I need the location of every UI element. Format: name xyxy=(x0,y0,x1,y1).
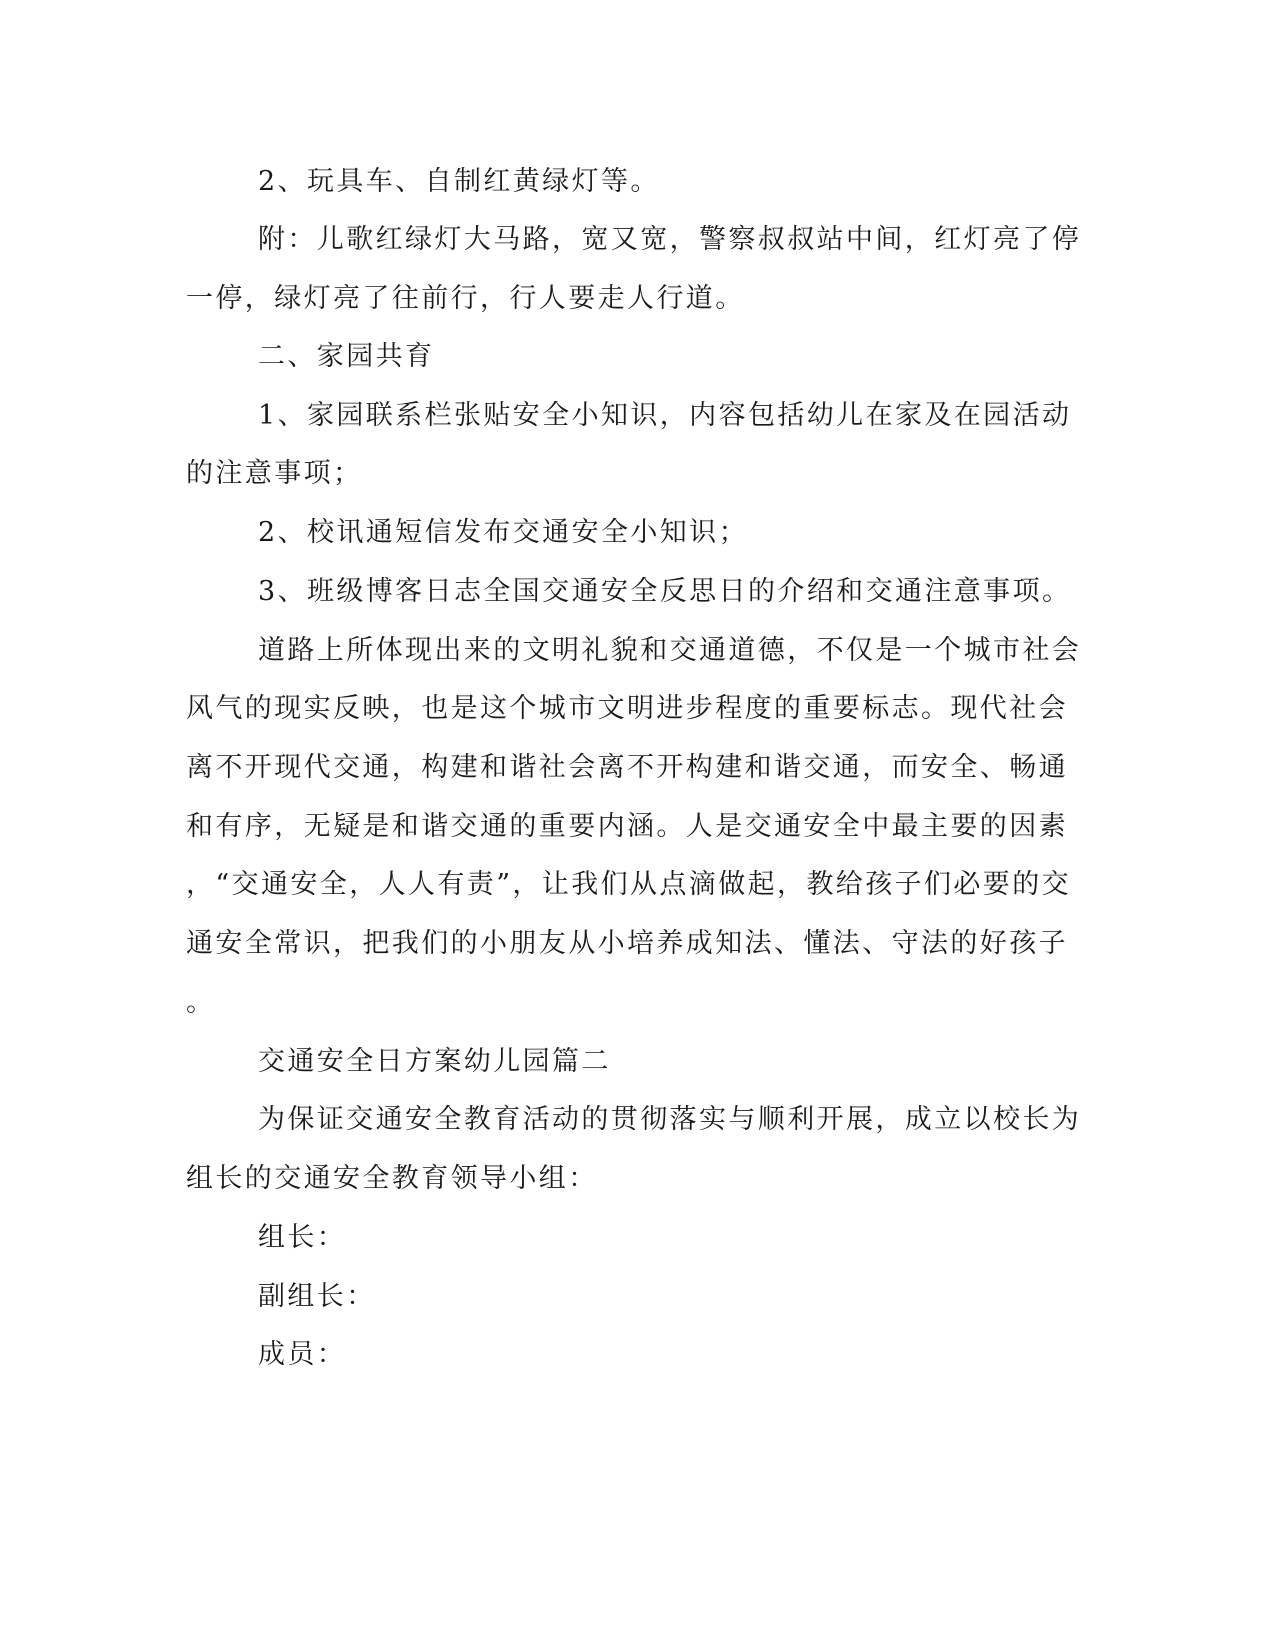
text-line: 附：儿歌红绿灯大马路，宽又宽，警察叔叔站中间，红灯亮了停 xyxy=(258,224,1082,255)
text-line: 通安全常识，把我们的小朋友从小培养成知法、懂法、守法的好孩子 xyxy=(186,928,1068,959)
text-line: 成员： xyxy=(258,1339,347,1370)
text-line: 2、玩具车、自制红黄绿灯等。 xyxy=(258,166,660,197)
text-line: 一停，绿灯亮了往前行，行人要走人行道。 xyxy=(186,283,745,314)
text-line: 离不开现代交通，构建和谐社会离不开构建和谐交通，而安全、畅通 xyxy=(186,752,1068,783)
text-line: ，“交通安全，人人有责”，让我们从点滴做起，教给孩子们必要的交 xyxy=(186,869,1072,900)
text-line: 1、家园联系栏张贴安全小知识，内容包括幼儿在家及在园活动 xyxy=(258,400,1072,431)
section-title: 交通安全日方案幼儿园篇二 xyxy=(258,1046,611,1077)
text-line: 组长： xyxy=(258,1222,347,1253)
text-line: 道路上所体现出来的文明礼貌和交通道德，不仅是一个城市社会 xyxy=(258,635,1082,666)
text-line: 的注意事项； xyxy=(186,458,363,489)
text-line: 和有序，无疑是和谐交通的重要内涵。人是交通安全中最主要的因素 xyxy=(186,811,1068,842)
text-line: 风气的现实反映，也是这个城市文明进步程度的重要标志。现代社会 xyxy=(186,693,1068,724)
section-heading: 二、家园共育 xyxy=(258,341,435,372)
text-line: 为保证交通安全教育活动的贯彻落实与顺利开展，成立以校长为 xyxy=(258,1104,1082,1135)
text-line: 组长的交通安全教育领导小组： xyxy=(186,1163,598,1194)
text-line: 3、班级博客日志全国交通安全反思日的介绍和交通注意事项。 xyxy=(258,576,1072,607)
text-line: 副组长： xyxy=(258,1281,376,1312)
text-line: 。 xyxy=(186,987,216,1018)
text-line: 2、校讯通短信发布交通安全小知识； xyxy=(258,517,748,548)
